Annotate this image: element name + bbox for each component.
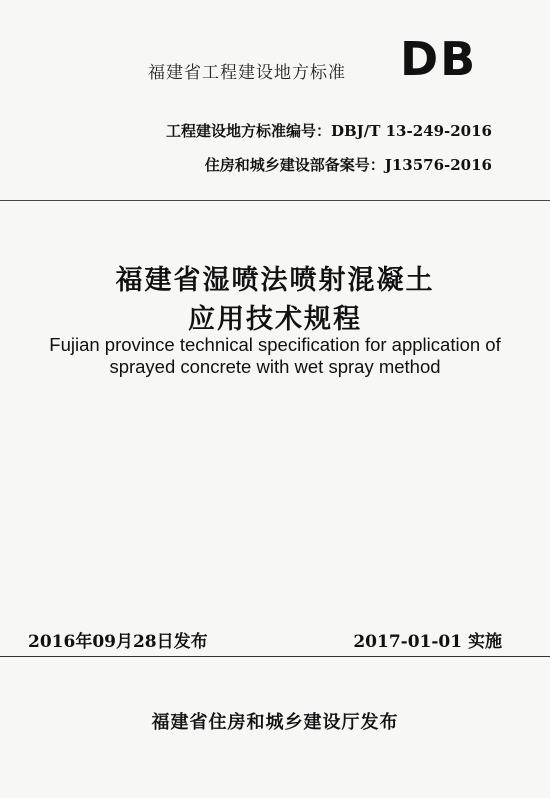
title-cn-line1: 福建省湿喷法喷射混凝土 xyxy=(115,265,435,296)
effective-date: 2017-01-01 实施 xyxy=(353,632,502,652)
title-cn-line2: 应用技术规程 xyxy=(188,304,362,335)
db-logo: DB xyxy=(400,32,478,86)
standard-number: 工程建设地方标准编号：DBJ/T 13-249-2016 xyxy=(165,122,492,140)
top-divider xyxy=(0,200,550,201)
standard-type: 福建省工程建设地方标准 xyxy=(148,63,346,83)
publisher: 福建省住房和城乡建设厅发布 xyxy=(151,712,399,733)
header xyxy=(0,30,550,90)
title-en-line1: Fujian province technical specification for application of xyxy=(49,334,501,355)
title-en-line2: sprayed concrete with wet spray method xyxy=(109,356,441,377)
bottom-divider xyxy=(0,656,550,657)
record-number: 住房和城乡建设部备案号：J13576-2016 xyxy=(204,156,492,174)
issue-date: 2016年09月28日发布 xyxy=(28,632,208,652)
